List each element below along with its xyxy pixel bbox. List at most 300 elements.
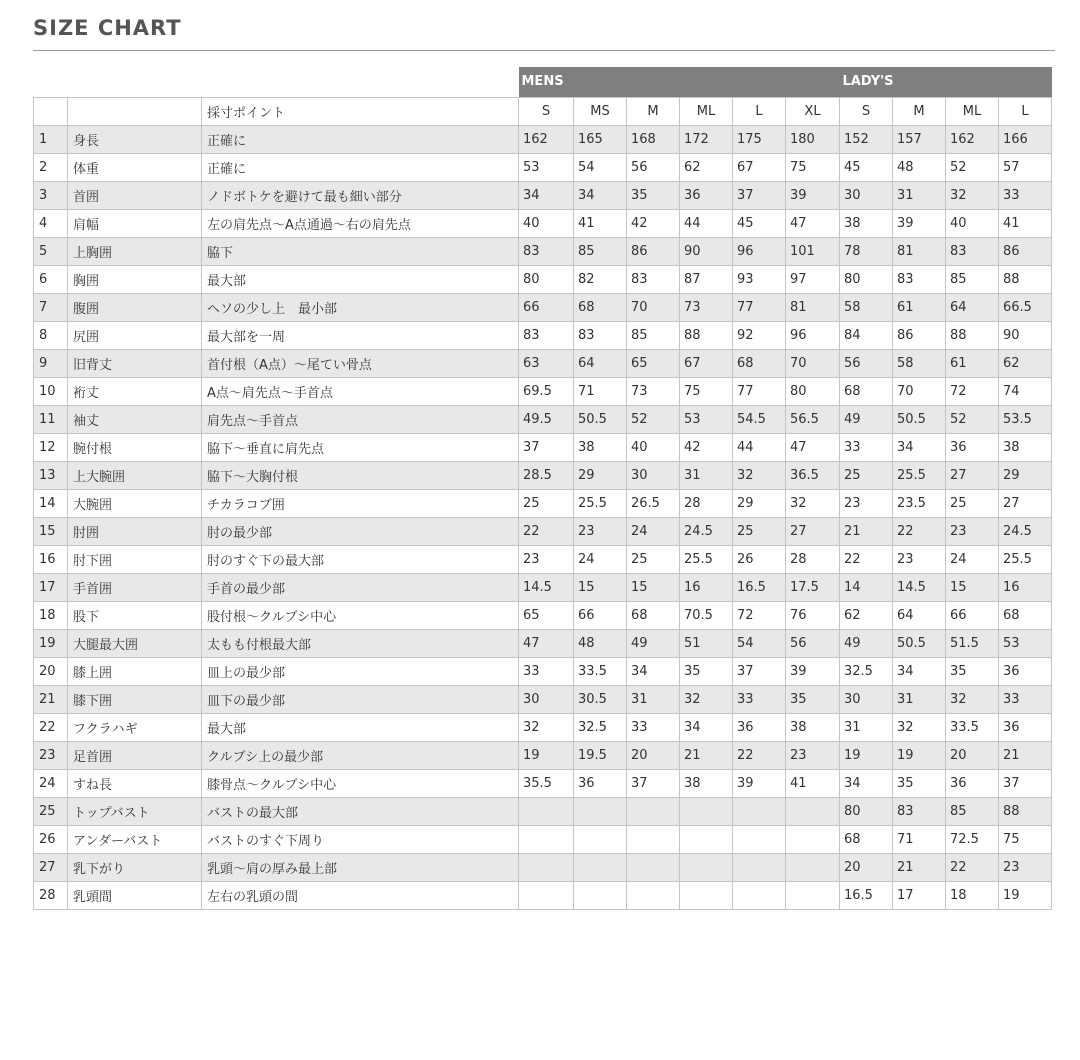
size-value-cell: 56.5 (786, 405, 840, 433)
size-chart-table (33, 67, 1052, 910)
size-value-cell: 162 (519, 125, 574, 153)
row-number: 17 (34, 573, 68, 601)
title-divider (33, 50, 1055, 51)
size-value-cell (519, 825, 574, 853)
size-value-cell: 28.5 (519, 461, 574, 489)
size-value-cell: 68 (840, 825, 893, 853)
size-value-cell: 22 (946, 853, 999, 881)
measure-point: 肘の最少部 (202, 517, 519, 545)
row-number: 23 (34, 741, 68, 769)
size-value-cell: 37 (733, 181, 786, 209)
size-value-cell: 31 (680, 461, 733, 489)
size-value-cell: 168 (627, 125, 680, 153)
size-value-cell: 83 (946, 237, 999, 265)
size-value-cell: 48 (574, 629, 627, 657)
size-value-cell: 32 (733, 461, 786, 489)
size-value-cell: 27 (946, 461, 999, 489)
size-value-cell: 24 (946, 545, 999, 573)
size-value-cell: 63 (519, 349, 574, 377)
size-value-cell: 45 (733, 209, 786, 237)
size-value-cell: 83 (519, 321, 574, 349)
size-header-ladys-s: S (840, 97, 893, 125)
measure-point: ノドボトケを避けて最も細い部分 (202, 181, 519, 209)
table-row (34, 433, 1052, 461)
size-value-cell: 70.5 (680, 601, 733, 629)
table-row (34, 237, 1052, 265)
size-value-cell: 80 (840, 797, 893, 825)
size-value-cell: 22 (840, 545, 893, 573)
table-row (34, 265, 1052, 293)
size-value-cell: 166 (999, 125, 1052, 153)
size-value-cell: 90 (680, 237, 733, 265)
size-value-cell: 44 (733, 433, 786, 461)
row-number: 5 (34, 237, 68, 265)
size-value-cell: 33 (999, 685, 1052, 713)
measure-point: チカラコブ囲 (202, 489, 519, 517)
body-part: 肩幅 (68, 209, 202, 237)
size-value-cell: 65 (519, 601, 574, 629)
table-row (34, 405, 1052, 433)
size-value-cell: 47 (519, 629, 574, 657)
size-value-cell: 32 (519, 713, 574, 741)
size-value-cell: 38 (840, 209, 893, 237)
size-value-cell: 22 (519, 517, 574, 545)
measure-point: 皿上の最少部 (202, 657, 519, 685)
table-row (34, 769, 1052, 797)
size-value-cell: 34 (627, 657, 680, 685)
size-value-cell (574, 853, 627, 881)
size-value-cell: 54 (733, 629, 786, 657)
size-value-cell: 25.5 (680, 545, 733, 573)
size-value-cell: 83 (519, 237, 574, 265)
measure-point: 脇下 (202, 237, 519, 265)
size-value-cell: 33 (840, 433, 893, 461)
size-value-cell (627, 853, 680, 881)
size-value-cell: 86 (893, 321, 946, 349)
body-part: 身長 (68, 125, 202, 153)
size-value-cell: 162 (946, 125, 999, 153)
body-part: 足首囲 (68, 741, 202, 769)
row-number: 22 (34, 713, 68, 741)
size-value-cell: 33 (627, 713, 680, 741)
size-value-cell: 38 (574, 433, 627, 461)
size-value-cell: 53 (519, 153, 574, 181)
size-value-cell: 50.5 (574, 405, 627, 433)
size-value-cell (786, 825, 840, 853)
row-number: 4 (34, 209, 68, 237)
table-row (34, 881, 1052, 909)
measure-point: 膝骨点～クルブシ中心 (202, 769, 519, 797)
size-value-cell: 83 (893, 265, 946, 293)
size-value-cell: 66 (946, 601, 999, 629)
size-value-cell: 57 (999, 153, 1052, 181)
size-value-cell: 34 (840, 769, 893, 797)
size-value-cell: 16 (680, 573, 733, 601)
size-value-cell: 67 (680, 349, 733, 377)
size-value-cell: 68 (840, 377, 893, 405)
measure-point: 太もも付根最大部 (202, 629, 519, 657)
size-value-cell: 45 (840, 153, 893, 181)
row-number: 9 (34, 349, 68, 377)
size-value-cell: 16.5 (840, 881, 893, 909)
size-value-cell: 66 (519, 293, 574, 321)
size-value-cell: 25 (946, 489, 999, 517)
size-value-cell: 83 (574, 321, 627, 349)
size-value-cell: 80 (519, 265, 574, 293)
size-value-cell: 29 (574, 461, 627, 489)
size-value-cell: 56 (627, 153, 680, 181)
body-part: 大腕囲 (68, 489, 202, 517)
row-number: 15 (34, 517, 68, 545)
size-value-cell: 49 (627, 629, 680, 657)
size-value-cell: 64 (946, 293, 999, 321)
measure-point: 乳頭～肩の厚み最上部 (202, 853, 519, 881)
size-value-cell (627, 825, 680, 853)
row-number: 19 (34, 629, 68, 657)
table-row (34, 573, 1052, 601)
size-value-cell: 36 (999, 713, 1052, 741)
size-value-cell: 31 (840, 713, 893, 741)
measure-point: 正確に (202, 153, 519, 181)
table-row (34, 853, 1052, 881)
size-value-cell: 77 (733, 293, 786, 321)
size-value-cell: 19 (519, 741, 574, 769)
size-value-cell: 37 (627, 769, 680, 797)
size-value-cell: 23 (786, 741, 840, 769)
measure-point: 首付根（A点）～尾てい骨点 (202, 349, 519, 377)
row-number: 20 (34, 657, 68, 685)
size-value-cell: 41 (574, 209, 627, 237)
size-value-cell: 44 (680, 209, 733, 237)
size-value-cell: 30 (840, 181, 893, 209)
size-value-cell: 33 (999, 181, 1052, 209)
size-value-cell: 19 (893, 741, 946, 769)
size-value-cell: 80 (840, 265, 893, 293)
size-value-cell: 23 (519, 545, 574, 573)
size-value-cell: 35 (680, 657, 733, 685)
size-header-row (34, 97, 1052, 125)
size-value-cell: 14.5 (893, 573, 946, 601)
measure-point: 肘のすぐ下の最大部 (202, 545, 519, 573)
size-value-cell: 84 (840, 321, 893, 349)
size-value-cell: 37 (999, 769, 1052, 797)
size-value-cell: 32.5 (574, 713, 627, 741)
table-row (34, 657, 1052, 685)
size-value-cell: 52 (946, 153, 999, 181)
size-header-mens-s: S (519, 97, 574, 125)
size-value-cell: 30 (519, 685, 574, 713)
body-part: 袖丈 (68, 405, 202, 433)
size-value-cell: 24 (574, 545, 627, 573)
size-value-cell (786, 853, 840, 881)
table-row (34, 545, 1052, 573)
size-value-cell: 81 (786, 293, 840, 321)
size-value-cell: 15 (574, 573, 627, 601)
size-value-cell (627, 797, 680, 825)
measure-point: 左右の乳頭の間 (202, 881, 519, 909)
size-value-cell: 22 (893, 517, 946, 545)
size-value-cell: 20 (840, 853, 893, 881)
size-value-cell: 33 (733, 685, 786, 713)
size-value-cell: 53 (680, 405, 733, 433)
size-value-cell: 53 (999, 629, 1052, 657)
header-part-cell (68, 97, 202, 125)
size-value-cell: 25 (840, 461, 893, 489)
size-value-cell: 88 (999, 265, 1052, 293)
group-mens: MENS (519, 67, 840, 97)
size-value-cell: 70 (786, 349, 840, 377)
size-value-cell (574, 881, 627, 909)
size-value-cell: 68 (733, 349, 786, 377)
size-value-cell: 64 (893, 601, 946, 629)
size-value-cell: 80 (786, 377, 840, 405)
size-value-cell: 31 (893, 181, 946, 209)
body-part: トップバスト (68, 797, 202, 825)
size-value-cell: 87 (680, 265, 733, 293)
size-value-cell: 25 (733, 517, 786, 545)
table-row (34, 377, 1052, 405)
size-value-cell: 48 (893, 153, 946, 181)
body-part: 膝上囲 (68, 657, 202, 685)
size-value-cell: 70 (893, 377, 946, 405)
body-part: 腹囲 (68, 293, 202, 321)
size-value-cell: 36 (733, 713, 786, 741)
size-value-cell: 17 (893, 881, 946, 909)
size-value-cell: 49.5 (519, 405, 574, 433)
size-value-cell (733, 825, 786, 853)
body-part: 上大腕囲 (68, 461, 202, 489)
size-value-cell: 75 (786, 153, 840, 181)
size-value-cell: 24 (627, 517, 680, 545)
table-row (34, 601, 1052, 629)
row-number: 13 (34, 461, 68, 489)
size-value-cell: 76 (786, 601, 840, 629)
size-value-cell: 26.5 (627, 489, 680, 517)
size-value-cell: 54 (574, 153, 627, 181)
size-value-cell: 66.5 (999, 293, 1052, 321)
size-value-cell: 32.5 (840, 657, 893, 685)
size-value-cell: 34 (680, 713, 733, 741)
body-part: 肘下囲 (68, 545, 202, 573)
table-row (34, 181, 1052, 209)
body-part: 上胸囲 (68, 237, 202, 265)
body-part: フクラハギ (68, 713, 202, 741)
size-value-cell: 41 (999, 209, 1052, 237)
size-value-cell: 93 (733, 265, 786, 293)
size-value-cell: 30 (627, 461, 680, 489)
row-number: 2 (34, 153, 68, 181)
size-value-cell: 175 (733, 125, 786, 153)
table-row (34, 461, 1052, 489)
body-part: すね長 (68, 769, 202, 797)
size-value-cell: 58 (840, 293, 893, 321)
size-value-cell: 37 (519, 433, 574, 461)
size-value-cell: 19 (999, 881, 1052, 909)
size-value-cell: 49 (840, 405, 893, 433)
size-value-cell: 47 (786, 209, 840, 237)
size-value-cell: 38 (680, 769, 733, 797)
size-value-cell: 36.5 (786, 461, 840, 489)
row-number: 26 (34, 825, 68, 853)
table-row (34, 741, 1052, 769)
table-row (34, 797, 1052, 825)
size-value-cell: 64 (574, 349, 627, 377)
size-value-cell (733, 881, 786, 909)
measure-point: A点～肩先点～手首点 (202, 377, 519, 405)
size-value-cell: 52 (946, 405, 999, 433)
size-value-cell: 88 (680, 321, 733, 349)
size-value-cell: 68 (627, 601, 680, 629)
size-value-cell: 29 (733, 489, 786, 517)
size-value-cell: 51 (680, 629, 733, 657)
size-value-cell: 25.5 (574, 489, 627, 517)
size-value-cell (627, 881, 680, 909)
size-value-cell: 42 (680, 433, 733, 461)
size-value-cell: 83 (627, 265, 680, 293)
size-value-cell (519, 881, 574, 909)
size-value-cell: 47 (786, 433, 840, 461)
row-number: 10 (34, 377, 68, 405)
size-value-cell: 30.5 (574, 685, 627, 713)
size-value-cell: 14.5 (519, 573, 574, 601)
size-value-cell (680, 853, 733, 881)
size-value-cell: 36 (680, 181, 733, 209)
size-value-cell: 36 (574, 769, 627, 797)
size-value-cell: 14 (840, 573, 893, 601)
size-value-cell: 41 (786, 769, 840, 797)
body-part: 股下 (68, 601, 202, 629)
size-value-cell: 61 (946, 349, 999, 377)
size-value-cell: 85 (946, 265, 999, 293)
measure-point: 左の肩先点～A点通過～右の肩先点 (202, 209, 519, 237)
size-value-cell: 25 (519, 489, 574, 517)
size-header-ladys-ml: ML (946, 97, 999, 125)
size-value-cell: 73 (680, 293, 733, 321)
size-value-cell: 69.5 (519, 377, 574, 405)
measure-point: クルブシ上の最少部 (202, 741, 519, 769)
page-title: SIZE CHART (33, 16, 182, 40)
row-number: 12 (34, 433, 68, 461)
size-value-cell (786, 881, 840, 909)
table-row (34, 321, 1052, 349)
size-value-cell: 27 (786, 517, 840, 545)
size-value-cell: 21 (840, 517, 893, 545)
measure-point: バストの最大部 (202, 797, 519, 825)
size-value-cell: 40 (519, 209, 574, 237)
size-value-cell: 21 (893, 853, 946, 881)
size-value-cell: 73 (627, 377, 680, 405)
row-number: 3 (34, 181, 68, 209)
body-part: 旧背丈 (68, 349, 202, 377)
size-value-cell (733, 853, 786, 881)
size-value-cell: 34 (519, 181, 574, 209)
size-value-cell: 68 (999, 601, 1052, 629)
size-header-mens-xl: XL (786, 97, 840, 125)
size-value-cell: 25 (627, 545, 680, 573)
size-value-cell: 30 (840, 685, 893, 713)
size-value-cell (574, 825, 627, 853)
size-value-cell: 36 (946, 769, 999, 797)
size-value-cell: 35 (946, 657, 999, 685)
size-value-cell: 36 (999, 657, 1052, 685)
table-row (34, 125, 1052, 153)
size-value-cell: 81 (893, 237, 946, 265)
size-value-cell: 101 (786, 237, 840, 265)
measure-point: 最大部 (202, 265, 519, 293)
row-number: 24 (34, 769, 68, 797)
size-header-mens-l: L (733, 97, 786, 125)
body-part: 大腿最大囲 (68, 629, 202, 657)
group-header-row (34, 67, 1052, 97)
size-value-cell: 32 (786, 489, 840, 517)
size-value-cell: 62 (840, 601, 893, 629)
body-part: 乳下がり (68, 853, 202, 881)
size-value-cell: 20 (946, 741, 999, 769)
size-value-cell: 82 (574, 265, 627, 293)
size-value-cell: 23 (574, 517, 627, 545)
measure-point: バストのすぐ下周り (202, 825, 519, 853)
size-value-cell: 16 (999, 573, 1052, 601)
table-row (34, 713, 1052, 741)
size-value-cell: 25.5 (999, 545, 1052, 573)
size-value-cell: 32 (680, 685, 733, 713)
size-value-cell: 36 (946, 433, 999, 461)
size-value-cell: 56 (786, 629, 840, 657)
size-value-cell: 52 (627, 405, 680, 433)
size-value-cell: 72 (733, 601, 786, 629)
size-value-cell: 31 (627, 685, 680, 713)
measure-point: 肩先点～手首点 (202, 405, 519, 433)
size-value-cell: 19.5 (574, 741, 627, 769)
size-value-cell: 70 (627, 293, 680, 321)
size-value-cell: 77 (733, 377, 786, 405)
size-value-cell: 33.5 (946, 713, 999, 741)
body-part: 裄丈 (68, 377, 202, 405)
size-value-cell: 50.5 (893, 629, 946, 657)
table-row (34, 209, 1052, 237)
body-part: 手首囲 (68, 573, 202, 601)
size-value-cell: 32 (946, 685, 999, 713)
group-ladys: LADY'S (840, 67, 1052, 97)
size-value-cell: 85 (574, 237, 627, 265)
size-value-cell: 180 (786, 125, 840, 153)
measure-point: 正確に (202, 125, 519, 153)
group-spacer (34, 67, 519, 97)
size-value-cell (786, 797, 840, 825)
size-value-cell: 85 (627, 321, 680, 349)
body-part: アンダーバスト (68, 825, 202, 853)
size-value-cell: 96 (786, 321, 840, 349)
size-value-cell: 58 (893, 349, 946, 377)
size-value-cell: 19 (840, 741, 893, 769)
size-value-cell: 92 (733, 321, 786, 349)
size-value-cell: 33.5 (574, 657, 627, 685)
size-value-cell: 38 (999, 433, 1052, 461)
size-value-cell: 20 (627, 741, 680, 769)
size-value-cell: 71 (893, 825, 946, 853)
table-row (34, 685, 1052, 713)
size-value-cell: 66 (574, 601, 627, 629)
size-value-cell (680, 881, 733, 909)
size-value-cell: 75 (680, 377, 733, 405)
size-value-cell: 29 (999, 461, 1052, 489)
size-value-cell: 34 (893, 657, 946, 685)
body-part: 体重 (68, 153, 202, 181)
size-value-cell: 24.5 (680, 517, 733, 545)
body-part: 首囲 (68, 181, 202, 209)
size-header-ladys-l: L (999, 97, 1052, 125)
size-value-cell: 21 (680, 741, 733, 769)
